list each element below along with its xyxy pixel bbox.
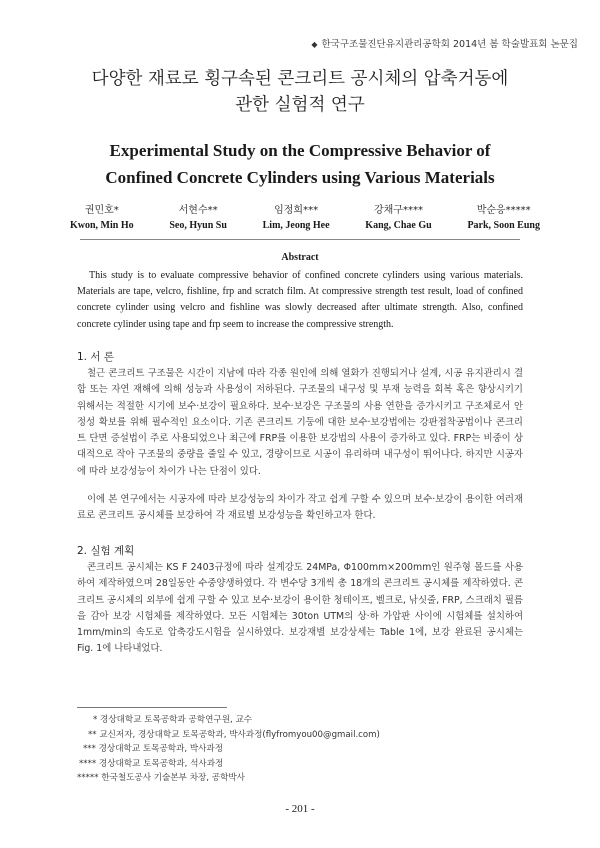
author-english-name: Seo, Hyun Su: [169, 220, 227, 231]
body-paragraph: 이에 본 연구에서는 시공자에 따라 보강성능의 차이가 작고 쉽게 구할 수 있으며 보수·보강이 용이한 여러재료로 콘크리트 공시체를 보강하여 각 재료별 보강성능을 확인하고자 한다.: [77, 494, 523, 522]
author-english-name: Park, Soon Eung: [467, 220, 540, 231]
author-korean-name: 권민호*: [84, 205, 119, 216]
author: [365, 203, 431, 233]
footnote: *** 경상대학교 토목공학과, 박사과정: [83, 744, 224, 755]
author-korean-name: 강채구****: [374, 205, 423, 216]
english-title-line1: Experimental Study on the Compressive Behavior of: [109, 141, 491, 160]
footnote: * 경상대학교 토목공학과 공학연구원, 교수: [93, 715, 253, 725]
running-title: 한국구조물진단유지관리공학회 2014년 봄 학술발표회 논문집: [321, 39, 578, 50]
author-english-name: Kang, Chae Gu: [365, 220, 432, 231]
korean-title: [0, 66, 600, 118]
footnote-divider: [77, 707, 227, 708]
author-list: [70, 203, 540, 233]
korean-title-line2: 관한 실험적 연구: [235, 95, 365, 115]
author: [169, 203, 227, 233]
author-korean-name: 서현수**: [178, 205, 218, 216]
page-number: - 201 -: [285, 803, 315, 815]
author-korean-name: 박순응*****: [476, 205, 531, 216]
author-divider: [80, 239, 520, 240]
section-heading-introduction: 1. 서 론: [77, 351, 114, 363]
english-title: [0, 137, 600, 191]
english-title-line2: Confined Concrete Cylinders using Various Materials: [105, 168, 495, 187]
author-english-name: Lim, Jeong Hee: [262, 220, 330, 231]
korean-title-line1: 다양한 재료로 횡구속된 콘크리트 공시체의 압축거동에: [91, 69, 509, 89]
footnotes: [77, 713, 523, 786]
author-korean-name: 임정희***: [274, 205, 319, 216]
diamond-icon: ◆: [311, 40, 318, 49]
author: [263, 203, 330, 233]
author-english-name: Kwon, Min Ho: [70, 220, 134, 231]
abstract-text: This study is to evaluate compressive behavior of confined concrete cylinders using various materials. Materials are tape, velcro, fishline, frp and scratch film. At compressive strength test result, load of confined concrete cylinder using velcro and fishline was slowly decreased after ultimate strength. Also, confined concrete cylinder using tape and frp seem to increase the compressive strength.: [77, 270, 523, 330]
section-heading-experiment-plan: 2. 실험 계획: [77, 545, 135, 557]
author: [467, 203, 540, 233]
footnote: ***** 한국철도공사 기술본부 차장, 공학박사: [77, 773, 245, 784]
author: [70, 203, 134, 233]
abstract-heading: Abstract: [281, 252, 319, 263]
running-header: [311, 36, 578, 50]
footnote: **** 경상대학교 토목공학과, 석사과정: [79, 758, 224, 769]
footnote: ** 교신저자, 경상대학교 토목공학과, 박사과정(flyfromyou00@gmail.com): [88, 729, 380, 740]
body-paragraph: 철근 콘크리트 구조물은 시간이 지남에 따라 각종 원인에 의해 열화가 진행되거나 설계, 시공 유지관리시 결함 또는 자연 재해에 의해 성능과 사용성이 저하된다. 구조물의 내구성 및 부재 능력을 회복 혹은 향상시키기 위해서는 적절한 시기에 보수·보강이 필요하다. 보수·보강은 구조물의 사용 연한을 증가시키고 구조체로서 안정성 확보를 위해 필수적인 요소이다. 기존 콘크리트 기둥에 대한 보수·보강법에는 강판접착공법이나 콘크리트 단면 증설법이 주로 사용되었으나 최근에 FRP를 이용한 보강법의 사용이 증가하고 있다. FRP는 비중이 상대적으로 작아 구조물의 중량을 줄일 수 있고, 경량이므로 시공이 유리하며 내구성이 뛰어나다. 하지만 시공자에 따라 보강성능이 차이가 나는 단점이 있다.: [77, 368, 523, 477]
body-paragraph: 콘크리트 공시체는 KS F 2403규정에 따라 설계강도 24MPa, Φ100mm×200mm인 원주형 몰드를 사용하여 제작하였으며 28일동안 수중양생하였다. 각 변수당 3개씩 총 18개의 콘크리트 공시체를 제작하였다. 콘크리트 공시체의 외부에 쉽게 구할 수 있고 보수·보강이 용이한 청테이프, 벨크로, 낚싯줄, FRP, 스크래치 필름을 감아 보강 시험체를 제작하였다. 모든 시험체는 30ton UTM의 상·하 가압판 사이에 시험체를 설치하여 1mm/min의 속도로 압축강도시험을 실시하였다. 보강재별 보강상세는 Table 1에, 보강 완료된 공시체는 Fig. 1에 나타내었다.: [77, 562, 523, 655]
